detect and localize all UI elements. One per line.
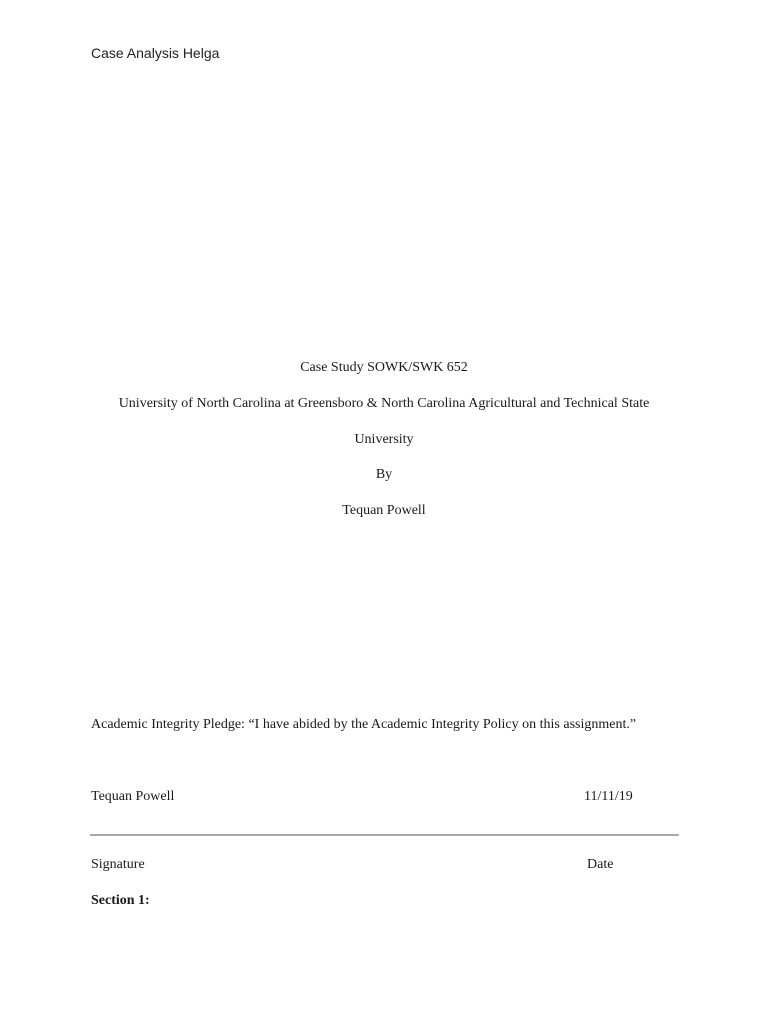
signature-date: 11/11/19 — [584, 789, 633, 804]
signature-rule — [90, 834, 679, 836]
integrity-pledge: Academic Integrity Pledge: “I have abided by the Academic Integrity Policy on this assignment.” — [91, 717, 637, 732]
author-name: Tequan Powell — [342, 503, 426, 518]
running-head: Case Analysis Helga — [91, 45, 220, 61]
institution-line-1: University of North Carolina at Greensboro & North Carolina Agricultural and Technical State — [118, 396, 650, 411]
course-title: Case Study SOWK/SWK 652 — [300, 360, 468, 375]
signature-label: Signature — [91, 857, 145, 872]
signer-name: Tequan Powell — [91, 789, 175, 804]
institution-line-2: University — [354, 432, 414, 447]
section-heading: Section 1: — [91, 893, 150, 908]
by-line: By — [375, 467, 393, 482]
date-label: Date — [587, 857, 614, 872]
